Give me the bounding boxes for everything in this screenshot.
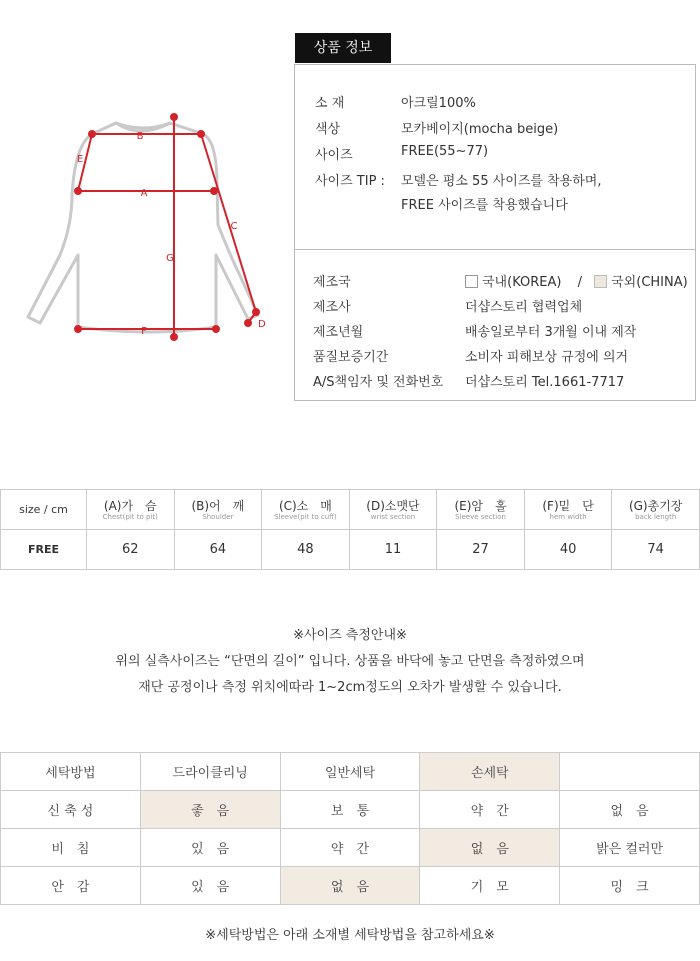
care-row-wash: [1, 753, 700, 791]
mfg-label: 제조사: [313, 300, 351, 315]
size-row-label: FREE: [1, 530, 87, 570]
product-info-title: 상품 정보: [295, 33, 391, 63]
care-cell: 없 음: [560, 791, 700, 829]
header-label: (C)소 매: [278, 498, 332, 513]
header-label: (A)가 슴: [103, 498, 157, 513]
size-corner-cell: size / cm: [1, 490, 87, 530]
size-value-sleeve: 48: [262, 530, 350, 570]
header-sub: wrist section: [370, 512, 416, 521]
care-cell: 밝은 컬러만: [560, 829, 700, 867]
product-info-box: [294, 64, 696, 401]
label-g: G: [166, 253, 174, 264]
care-table: [0, 752, 700, 905]
label-d: D: [258, 319, 266, 330]
size-header-armhole: [437, 490, 525, 530]
care-cell: 밍 크: [560, 867, 700, 905]
mfg-value: 소비자 피해보상 규정에 의거: [465, 350, 629, 365]
care-cell: 비 침: [1, 829, 141, 867]
care-cell: 약 간: [280, 829, 420, 867]
mfg-value: 더샵스토리 Tel.1661-7717: [465, 375, 625, 390]
care-row-sheer: [1, 829, 700, 867]
korea-checkbox: [465, 275, 478, 288]
care-footer-note: ※세탁방법은 아래 소재별 세탁방법을 참고하세요※: [205, 928, 495, 943]
mfg-label: 품질보증기간: [313, 350, 389, 365]
size-table: [0, 489, 700, 570]
care-row-stretch: [1, 791, 700, 829]
country-separator: /: [577, 275, 582, 290]
country-options: [465, 271, 688, 290]
header-label: (B)어 깨: [191, 498, 245, 513]
label-c: C: [230, 221, 238, 232]
size-table-header-row: [1, 490, 700, 530]
china-checkbox: [594, 275, 607, 288]
care-cell: 기 모: [420, 867, 560, 905]
spec-value: 아크릴100%: [401, 96, 476, 111]
care-cell: 안 감: [1, 867, 141, 905]
header-label: (G)총기장: [628, 498, 683, 513]
china-label: 국외(CHINA): [611, 275, 688, 290]
size-header-hem: [524, 490, 612, 530]
size-table-row: [1, 530, 700, 570]
header-sub: Chest(pit to pit): [102, 512, 158, 521]
care-cell-selected: 좋 음: [140, 791, 280, 829]
label-f: F: [141, 326, 147, 337]
care-cell: 있 음: [140, 867, 280, 905]
size-value-length: 74: [612, 530, 700, 570]
label-e: E: [76, 154, 84, 165]
notice-title: ※사이즈 측정안내※: [293, 628, 407, 643]
size-header-chest: [87, 490, 175, 530]
care-cell: 일반세탁: [280, 753, 420, 791]
size-value-shoulder: 64: [174, 530, 262, 570]
care-cell: 드라이클리닝: [140, 753, 280, 791]
korea-label: 국내(KOREA): [482, 275, 562, 290]
spec-label: 사이즈 TIP :: [315, 174, 385, 189]
care-cell: 세탁방법: [1, 753, 141, 791]
care-row-lining: [1, 867, 700, 905]
care-cell: 약 간: [420, 791, 560, 829]
header-label: (F)밑 단: [542, 498, 594, 513]
size-header-length: [612, 490, 700, 530]
notice-line-1: 위의 실측사이즈는 “단면의 길이” 입니다. 상품을 바닥에 놓고 단면을 측정하였으며: [115, 654, 585, 669]
spec-value: 모카베이지(mocha beige): [401, 122, 559, 137]
sweater-measurement-diagram: [20, 105, 280, 355]
label-b: B: [136, 131, 144, 142]
size-header-shoulder: [174, 490, 262, 530]
mfg-label: 제조국: [313, 275, 351, 290]
care-cell: 있 음: [140, 829, 280, 867]
care-cell-selected: 손세탁: [420, 753, 560, 791]
spec-value: FREE(55~77): [401, 144, 489, 159]
label-a: A: [140, 188, 148, 199]
care-cell: [560, 753, 700, 791]
care-cell-selected: 없 음: [280, 867, 420, 905]
header-sub: Sleeve(pit to cuff): [274, 512, 337, 521]
notice-line-2: 재단 공정이나 측정 위치에따라 1~2cm정도의 오차가 발생할 수 있습니다.: [138, 680, 562, 695]
size-header-cuff: [349, 490, 437, 530]
spec-value-line2: FREE 사이즈를 착용했습니다: [401, 198, 568, 213]
size-value-hem: 40: [524, 530, 612, 570]
size-value-armhole: 27: [437, 530, 525, 570]
header-sub: hem width: [549, 512, 587, 521]
spec-label: 사이즈: [315, 148, 353, 163]
mfg-label: 제조년월: [313, 325, 364, 340]
header-label: (E)암 홀: [454, 498, 507, 513]
sweater-outline: [28, 123, 258, 332]
header-sub: Shoulder: [202, 512, 234, 521]
mfg-label: A/S책임자 및 전화번호: [313, 375, 444, 390]
header-label: (D)소맷단: [366, 498, 420, 513]
size-value-chest: 62: [87, 530, 175, 570]
spec-label: 소 재: [315, 96, 345, 111]
care-cell: 신 축 성: [1, 791, 141, 829]
spec-label: 색상: [315, 122, 341, 137]
info-divider: [295, 249, 695, 250]
mfg-value: 배송일로부터 3개월 이내 제작: [465, 325, 637, 340]
spec-value: 모델은 평소 55 사이즈를 착용하며,: [401, 174, 602, 189]
care-cell-selected: 없 음: [420, 829, 560, 867]
header-sub: Sleeve section: [455, 512, 506, 521]
mfg-value: 더샵스토리 협력업체: [465, 300, 583, 315]
header-sub: back length: [635, 512, 677, 521]
size-value-cuff: 11: [349, 530, 437, 570]
size-header-sleeve: [262, 490, 350, 530]
care-cell: 보 통: [280, 791, 420, 829]
